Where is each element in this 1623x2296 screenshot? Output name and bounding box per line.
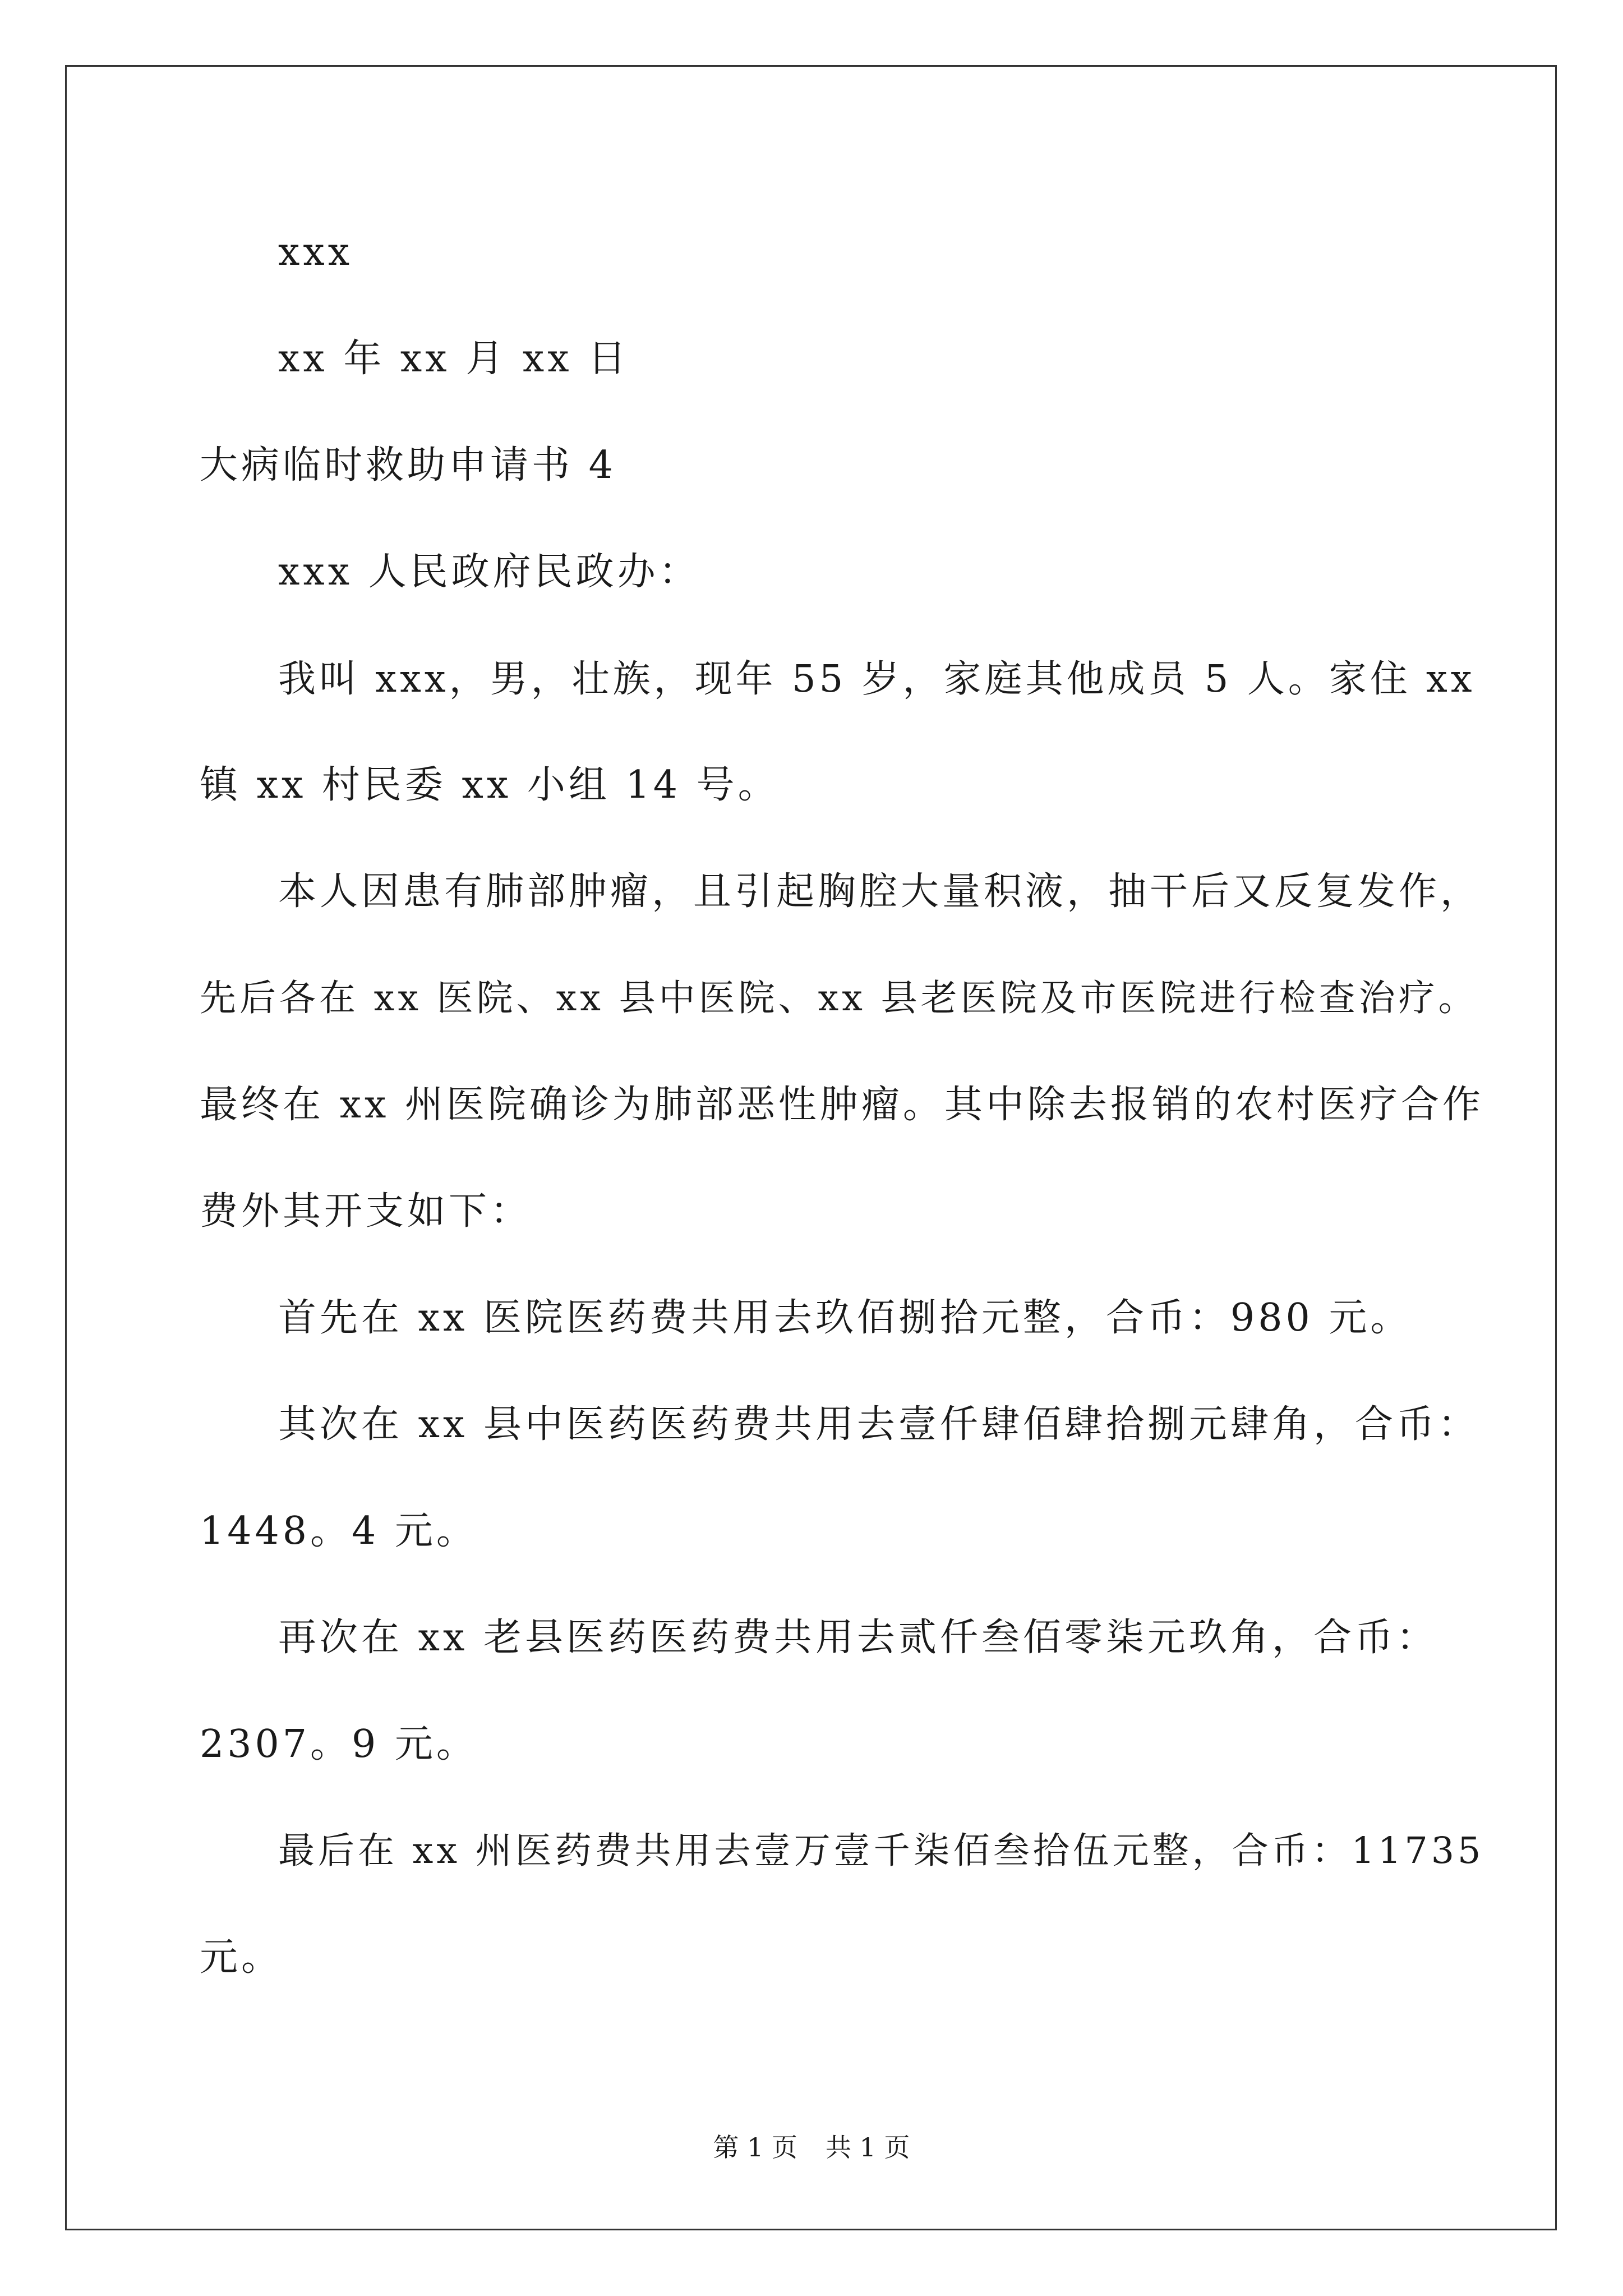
page-total: 共 1 页 (826, 2132, 910, 2162)
paragraph-line: 2307。9 元。 (200, 1722, 478, 1766)
page-footer (0, 2132, 1623, 2163)
paragraph-line: 最后在 xx 州医药费共用去壹万壹千柒佰叁拾伍元整，合币：11735 (278, 1830, 1484, 1872)
paragraph-line: 其次在 xx 县中医药医药费共用去壹仟肆佰肆拾捌元肆角，合币： (278, 1402, 1479, 1447)
signature-name: xxx (278, 230, 353, 274)
paragraph-line: 本人因患有肺部肿瘤，且引起胸腔大量积液，抽干后又反复发作， (278, 869, 1482, 914)
paragraph-line: 最终在 xx 州医院确诊为肺部恶性肿瘤。其中除去报销的农村医疗合作 (200, 1083, 1484, 1127)
paragraph-line: 1448。4 元。 (200, 1509, 478, 1553)
paragraph-line: 再次在 xx 老县医药医药费共用去贰仟叁佰零柒元玖角，合币： (278, 1616, 1438, 1660)
page-frame (65, 65, 1557, 2230)
paragraph-line: 首先在 xx 医院医药费共用去玖佰捌拾元整，合币：980 元。 (278, 1296, 1412, 1340)
paragraph-line: 镇 xx 村民委 xx 小组 14 号。 (200, 763, 780, 807)
signature-date: xx 年 xx 月 xx 日 (278, 337, 630, 381)
paragraph-line: 先后各在 xx 医院、xx 县中医院、xx 县老医院及市医院进行检查治疗。 (200, 977, 1478, 1019)
paragraph-line: 费外其开支如下： (200, 1189, 532, 1234)
page-number: 第 1 页 (713, 2132, 797, 2162)
salutation: xxx 人民政府民政办： (278, 550, 700, 594)
paragraph-line: 元。 (200, 1935, 283, 1980)
section-title: 大病临时救助申请书 4 (200, 443, 616, 487)
paragraph-line: 我叫 xxx，男，壮族，现年 55 岁，家庭其他成员 5 人。家住 xx (278, 657, 1476, 701)
